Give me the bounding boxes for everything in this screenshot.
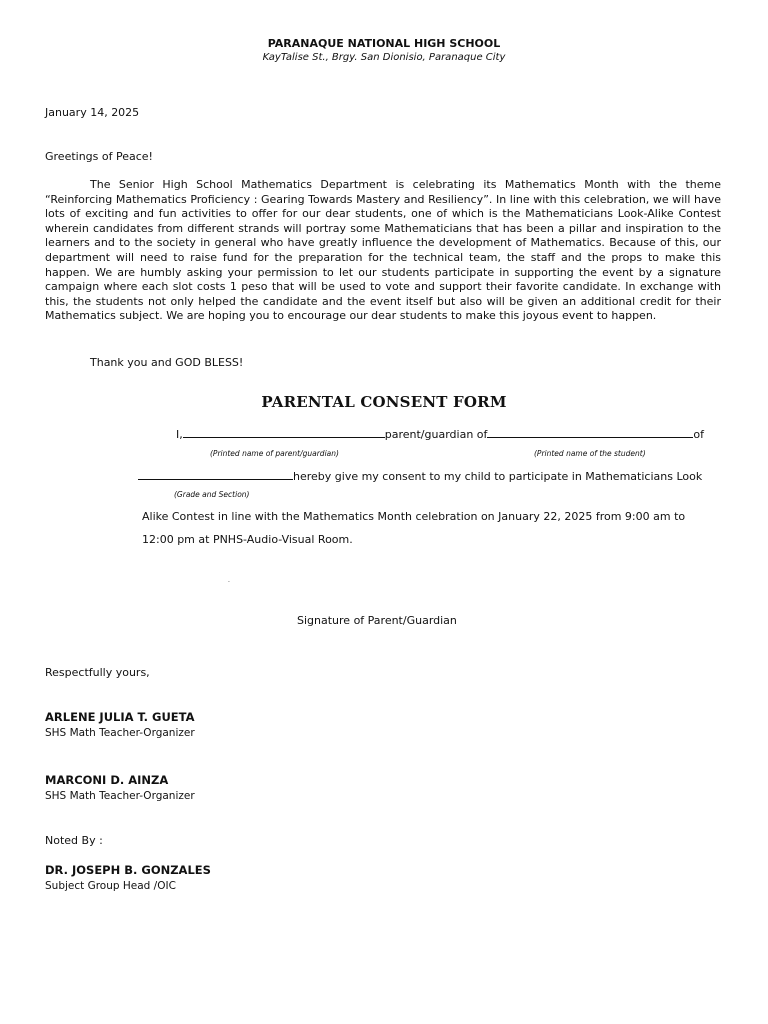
school-address: KayTalise St., Brgy. San Dionisio, Paranaque City <box>262 52 506 63</box>
signatory-name: ARLENE JULIA T. GUETA <box>45 710 195 724</box>
student-name-field[interactable] <box>487 426 693 438</box>
noted-by-role: Subject Group Head /OIC <box>45 880 176 892</box>
consent-line-1-prefix: I, <box>176 428 183 441</box>
grade-section-hint: (Grade and Section) <box>174 490 250 499</box>
consent-line-1 <box>176 426 704 441</box>
parent-name-hint: (Printed name of parent/guardian) <box>210 449 339 458</box>
school-name: PARANAQUE NATIONAL HIGH SCHOOL <box>267 37 501 50</box>
consent-line-1-suffix: of <box>693 428 704 441</box>
signatory-role: SHS Math Teacher-Organizer <box>45 727 195 739</box>
consent-line-2 <box>138 468 702 483</box>
parent-name-field[interactable] <box>183 426 385 438</box>
consent-line-3: Alike Contest in line with the Mathematics Month celebration on January 22, 2025 from 9:00 am to <box>142 510 686 523</box>
letter-date: January 14, 2025 <box>45 106 140 119</box>
signature-label: Signature of Parent/Guardian <box>297 614 457 627</box>
noted-by-label: Noted By : <box>45 834 103 847</box>
signatory-role: SHS Math Teacher-Organizer <box>45 790 195 802</box>
signature-dot: . <box>228 577 230 584</box>
consent-line-4: 12:00 pm at PNHS-Audio-Visual Room. <box>142 533 353 546</box>
letter-thanks: Thank you and GOD BLESS! <box>90 356 244 369</box>
grade-section-field[interactable] <box>138 468 293 480</box>
student-name-hint: (Printed name of the student) <box>534 449 646 458</box>
consent-line-2-text: hereby give my consent to my child to participate in Mathematicians Look <box>293 470 703 483</box>
noted-by-name: DR. JOSEPH B. GONZALES <box>45 863 211 877</box>
letter-greeting: Greetings of Peace! <box>45 150 153 163</box>
signatory-name: MARCONI D. AINZA <box>45 773 169 787</box>
consent-form-title: PARENTAL CONSENT FORM <box>261 393 507 411</box>
letter-body: The Senior High School Mathematics Department is celebrating its Mathematics Month with the theme “Reinforcing Mathematics Proficiency : Gearing Towards Mastery and Resiliency”. In line with this celebration, we will have lots of exciting and fun activities to offer for our dear students, one of which is the Mathematicians Look-Alike Contest wherein candidates from different strands will portray some Mathematicians that has been a pillar and inspiration to the learners and to the society in general who have greatly influence the development of Mathematics. Because of this, our department will need to raise fund for the preparation for the technical team, the staff and the props to make this happen. We are humbly asking your permission to let our students participate in supporting the event by a signature campaign where each slot costs 1 peso that will be used to vote and support their favorite candidate. In exchange with this, the students not only helped the candidate and the event itself but also will be given an additional credit for their Mathematics subject. We are hoping you to encourage our dear students to make this joyous event to happen. <box>45 178 721 323</box>
closing-text: Respectfully yours, <box>45 666 150 679</box>
consent-line-1-middle: parent/guardian of <box>384 428 488 441</box>
